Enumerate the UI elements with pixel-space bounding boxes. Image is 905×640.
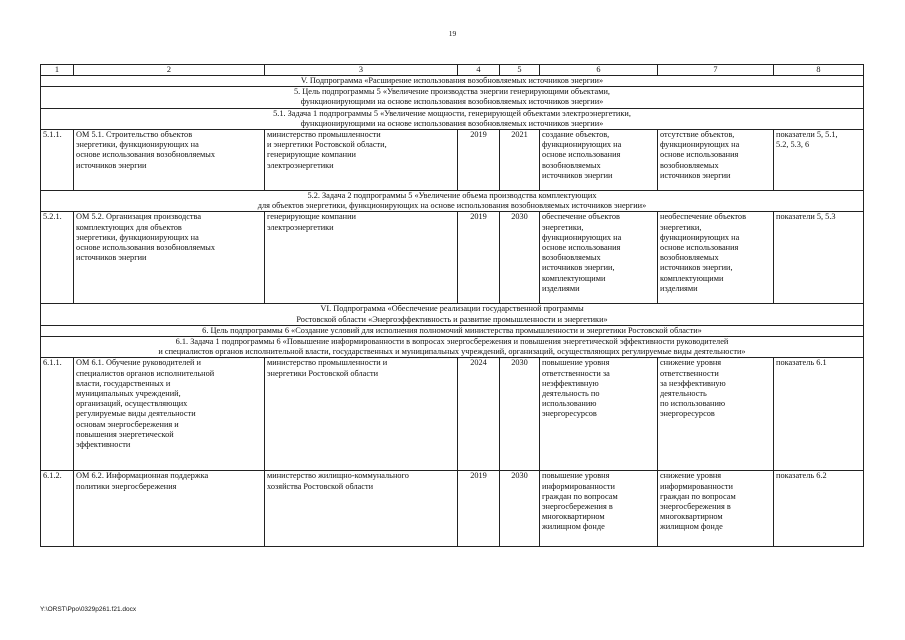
measure-name: ОМ 5.2. Организация производства комплектующих для объектов энергетики, функционирующих на основе использования возобновляемых источников энергии — [74, 212, 265, 304]
subprogram-5-task-1: 5.1. Задача 1 подпрограммы 5 «Увеличение мощности, генерирующей объектами электроэнергетики, функционирующими на основе использования возобновляемых источников энергии» — [41, 108, 864, 129]
related-indicators: показатель 6.2 — [774, 471, 864, 547]
end-year: 2030 — [500, 358, 540, 471]
table-row — [41, 130, 864, 191]
expected-result: обеспечение объектов энергетики, функционирующих на основе использования возобновляемых источников энергии, комплектующими изделиями — [540, 212, 658, 304]
subprogram-6-goal: 6. Цель подпрограммы 6 «Создание условий для исполнения полномочий министерства промышленности и энергетики Ростовской области» — [41, 325, 864, 336]
row-number: 5.2.1. — [41, 212, 74, 304]
row-number: 6.1.2. — [41, 471, 74, 547]
section-row — [41, 191, 864, 212]
column-number: 3 — [265, 65, 458, 76]
related-indicators: показатель 6.1 — [774, 358, 864, 471]
table-row — [41, 358, 864, 471]
executor: министерство промышленности и энергетики Ростовской области, генерирующие компании электроэнергетики — [265, 130, 458, 191]
subprogram-5-goal: 5. Цель подпрограммы 5 «Увеличение производства энергии генерирующими объектами, функционирующими на основе использования возобновляемых источников энергии» — [41, 87, 864, 108]
executor: генерирующие компании электроэнергетики — [265, 212, 458, 304]
subprogram-5-task-2: 5.2. Задача 2 подпрограммы 5 «Увеличение объема производства комплектующих для объектов энергетики, функционирующих на основе использования возобновляемых источников энергии» — [41, 191, 864, 212]
measure-name: ОМ 5.1. Строительство объектов энергетики, функционирующих на основе использования возобновляемых источников энергии — [74, 130, 265, 191]
table-row — [41, 471, 864, 547]
page-number: 19 — [448, 29, 457, 38]
executor: министерство промышленности и энергетики Ростовской области — [265, 358, 458, 471]
start-year: 2019 — [458, 130, 500, 191]
non-implementation-consequence: необеспечение объектов энергетики, функционирующих на основе использования возобновляемых источников энергии, комплектующими изделиями — [658, 212, 774, 304]
end-year: 2030 — [500, 212, 540, 304]
related-indicators: показатели 5, 5.3 — [774, 212, 864, 304]
executor: министерство жилищно-коммунального хозяйства Ростовской области — [265, 471, 458, 547]
non-implementation-consequence: снижение уровня информированности граждан по вопросам энергосбережения в многоквартирном жилищном фонде — [658, 471, 774, 547]
section-row — [41, 108, 864, 129]
column-number: 1 — [41, 65, 74, 76]
non-implementation-consequence: отсутствие объектов, функционирующих на основе использования возобновляемых источников энергии — [658, 130, 774, 191]
measures-table — [40, 64, 864, 547]
row-number: 6.1.1. — [41, 358, 74, 471]
start-year: 2019 — [458, 471, 500, 547]
subprogram-5-title: V. Подпрограмма «Расширение использования возобновляемых источников энергии» — [41, 76, 864, 87]
expected-result: создание объектов, функционирующих на основе использования возобновляемых источников энергии — [540, 130, 658, 191]
measure-name: ОМ 6.1. Обучение руководителей и специалистов органов исполнительной власти, государственных и муниципальных учреждений, организаций, осуществляющих регулируемые виды деятельности основам энергосбережения и повышения энергетической эффективности — [74, 358, 265, 471]
start-year: 2019 — [458, 212, 500, 304]
measure-name: ОМ 6.2. Информационная поддержка политики энергосбережения — [74, 471, 265, 547]
start-year: 2024 — [458, 358, 500, 471]
column-number: 2 — [74, 65, 265, 76]
file-path-footer: Y:\ORST\Ppo\0329p261.f21.docx — [40, 606, 137, 613]
expected-result: повышение уровня ответственности за неэффективную деятельность по использованию энергоресурсов — [540, 358, 658, 471]
end-year: 2030 — [500, 471, 540, 547]
related-indicators: показатели 5, 5.1, 5.2, 5.3, 6 — [774, 130, 864, 191]
subprogram-6-task-1: 6.1. Задача 1 подпрограммы 6 «Повышение информированности в вопросах энергосбережения и повышения энергетической эффективности руководителей и специалистов органов исполнительной власти, государственных и муниципальных учреждений, организаций, осуществляющих регулируемые виды деятельности» — [41, 337, 864, 358]
column-number: 6 — [540, 65, 658, 76]
end-year: 2021 — [500, 130, 540, 191]
column-number: 8 — [774, 65, 864, 76]
column-number-row — [41, 65, 864, 76]
column-number: 7 — [658, 65, 774, 76]
non-implementation-consequence: снижение уровня ответственности за неэффективную деятельность по использованию энергоресурсов — [658, 358, 774, 471]
row-number: 5.1.1. — [41, 130, 74, 191]
subprogram-6-title: VI. Подпрограмма «Обеспечение реализации государственной программы Ростовской области «Энергоэффективность и развитие промышленности и энергетики» — [41, 304, 864, 325]
table-row — [41, 212, 864, 304]
column-number: 4 — [458, 65, 500, 76]
section-row — [41, 87, 864, 108]
section-row — [41, 325, 864, 336]
section-row — [41, 337, 864, 358]
section-row — [41, 304, 864, 325]
section-row — [41, 76, 864, 87]
column-number: 5 — [500, 65, 540, 76]
expected-result: повышение уровня информированности граждан по вопросам энергосбережения в многоквартирном жилищном фонде — [540, 471, 658, 547]
